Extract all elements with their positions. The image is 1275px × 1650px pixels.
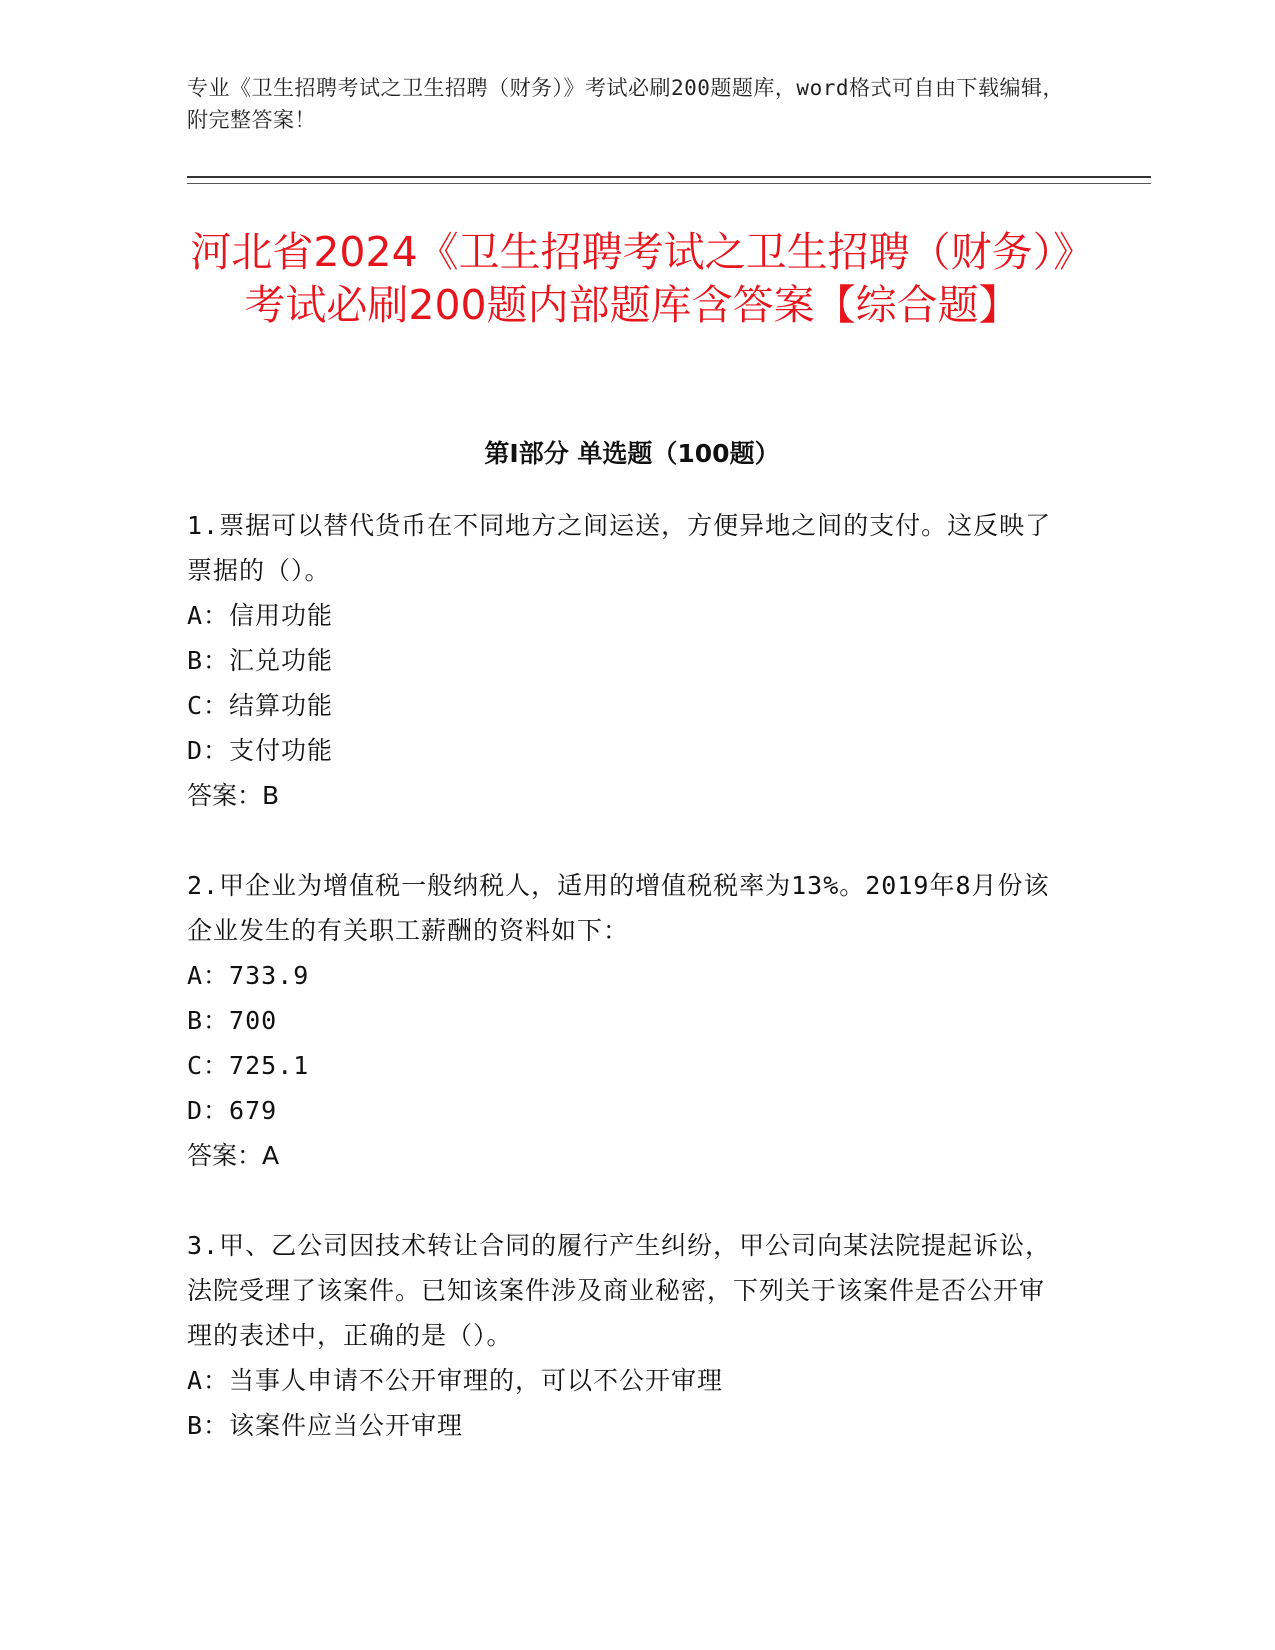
option-d: D：支付功能 [187,736,334,765]
question-3 [187,1223,1067,1448]
answer: 答案：A [187,1141,280,1170]
answer: 答案：B [187,781,280,810]
option-b: B：该案件应当公开审理 [187,1411,464,1440]
header-divider-thick [187,176,1151,178]
option-c: C：725.1 [187,1051,310,1080]
header-divider-thin [187,183,1151,184]
option-a: A：当事人申请不公开审理的，可以不公开审理 [187,1366,724,1395]
option-b: B：700 [187,1006,278,1035]
question-stem: 2.甲企业为增值税一般纳税人，适用的增值税税率为13%。2019年8月份该企业发生的有关职工薪酬的资料如下： [187,871,1050,945]
option-d: D：679 [187,1096,278,1125]
question-stem: 1.票据可以替代货币在不同地方之间运送，方便异地之间的支付。这反映了票据的（）。 [187,511,1052,585]
document-title: 河北省2024《卫生招聘考试之卫生招聘（财务）》考试必刷200题内部题库含答案【综合题】 [190,228,1074,329]
section-title: 第I部分 单选题（100题） [484,439,780,468]
header-note: 专业《卫生招聘考试之卫生招聘（财务）》考试必刷200题题库，word格式可自由下载编辑，附完整答案！ [187,76,1064,132]
option-a: A：信用功能 [187,601,334,630]
question-1 [187,503,1067,818]
option-b: B：汇兑功能 [187,646,334,675]
option-a: A：733.9 [187,961,310,990]
option-c: C：结算功能 [187,691,334,720]
question-2 [187,863,1067,1178]
question-stem: 3.甲、乙公司因技术转让合同的履行产生纠纷，甲公司向某法院提起诉讼，法院受理了该案件。已知该案件涉及商业秘密，下列关于该案件是否公开审理的表述中，正确的是（）。 [187,1231,1052,1350]
